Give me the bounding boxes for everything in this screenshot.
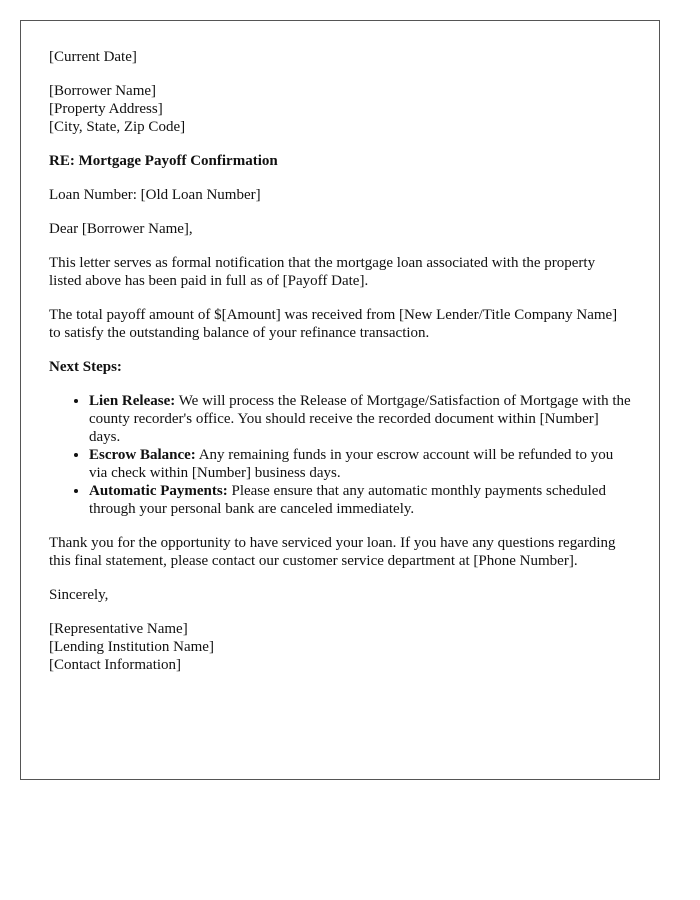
- list-item-term: Automatic Payments:: [89, 483, 228, 499]
- list-item-term: Escrow Balance:: [89, 447, 196, 463]
- signature-contact: [Contact Information]: [49, 657, 182, 673]
- list-item: [89, 446, 631, 482]
- salutation: Dear [Borrower Name],: [49, 221, 193, 237]
- body-paragraph-1: This letter serves as formal notification that the mortgage loan associated with the property listed above has been paid in full as of [Payoff Date].: [49, 255, 596, 289]
- list-item-text: Please ensure that any automatic monthly payments scheduled through your personal bank are canceled immediately.: [89, 483, 606, 517]
- list-item-text: Any remaining funds in your escrow account will be refunded to you via check within [Number] business days.: [89, 447, 614, 481]
- body-paragraph-2: The total payoff amount of $[Amount] was received from [New Lender/Title Company Name] to satisfy the outstanding balance of your refinance transaction.: [49, 307, 618, 341]
- recipient-name: [Borrower Name]: [49, 83, 157, 99]
- list-item-term: Lien Release:: [89, 393, 176, 409]
- list-item: [89, 482, 631, 518]
- recipient-block: [49, 82, 631, 136]
- subject-line: RE: Mortgage Payoff Confirmation: [49, 153, 278, 169]
- signature-block: [49, 620, 631, 674]
- closing: Sincerely,: [49, 587, 109, 603]
- recipient-city-state-zip: [City, State, Zip Code]: [49, 119, 186, 135]
- body-paragraph-3: Thank you for the opportunity to have serviced your loan. If you have any questions regarding this final statement, please contact our customer service department at [Phone Number].: [49, 535, 616, 569]
- list-item: [89, 392, 631, 446]
- next-steps-list: [49, 392, 631, 518]
- letter-page: [20, 20, 660, 780]
- recipient-address: [Property Address]: [49, 101, 163, 117]
- letter-date: [Current Date]: [49, 49, 137, 65]
- next-steps-heading: Next Steps:: [49, 359, 122, 375]
- signature-institution: [Lending Institution Name]: [49, 639, 214, 655]
- signature-representative: [Representative Name]: [49, 621, 188, 637]
- list-item-text: We will process the Release of Mortgage/Satisfaction of Mortgage with the county recorder's office. You should receive the recorded document within [Number] days.: [89, 393, 631, 445]
- loan-number: Loan Number: [Old Loan Number]: [49, 187, 261, 203]
